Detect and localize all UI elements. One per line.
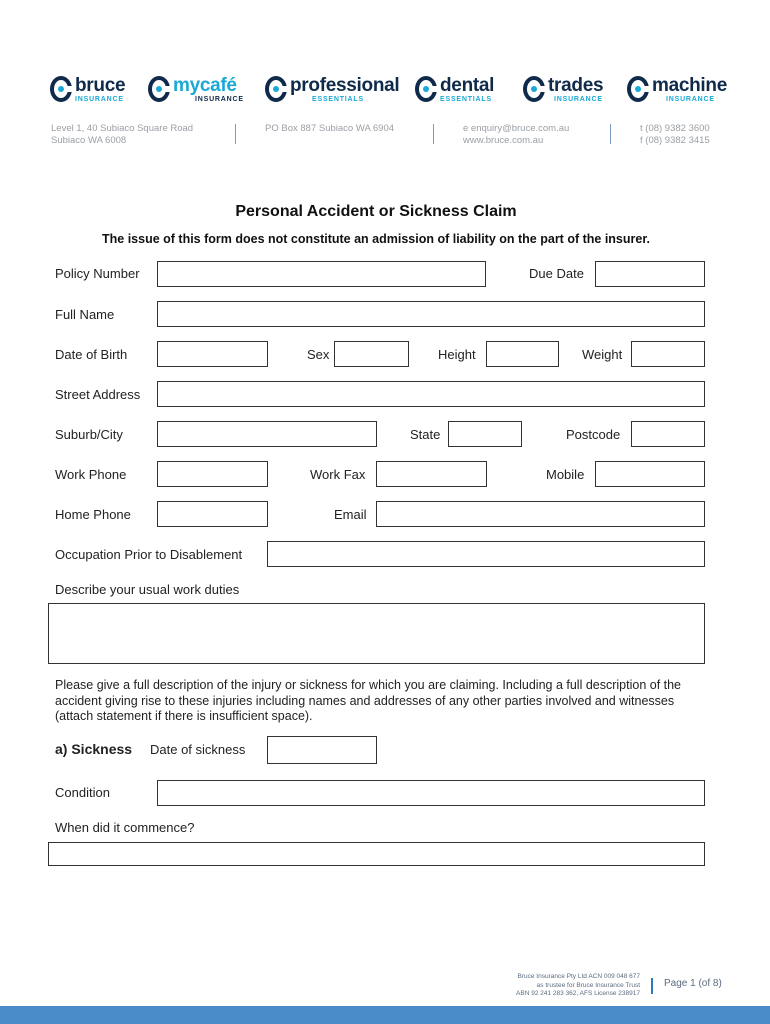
mycafe-logo-icon	[148, 76, 170, 102]
date-of-sickness-label: Date of sickness	[150, 742, 246, 757]
professional-logo-icon	[265, 76, 287, 102]
address-line-2: Subiaco WA 6008	[51, 135, 127, 146]
weight-field[interactable]	[631, 341, 705, 367]
commence-field[interactable]	[48, 842, 705, 866]
occupation-field[interactable]	[267, 541, 705, 567]
brand-name: bruce	[75, 74, 126, 96]
brand-sub: INSURANCE	[554, 95, 603, 103]
injury-description-instructions: Please give a full description of the injury or sickness for which you are claiming. Including a full description of the accident giving rise to these injuries including names and addresses of any other parties involved and witnesses (attach statement if there is insufficient space).	[55, 678, 682, 723]
logo-machine	[627, 72, 727, 106]
dob-label: Date of Birth	[55, 347, 128, 362]
brand-name: dental	[440, 74, 495, 96]
brand-sub: INSURANCE	[666, 95, 715, 103]
company-details	[470, 973, 640, 999]
work-fax-field[interactable]	[376, 461, 487, 487]
brand-sub: INSURANCE	[75, 95, 124, 103]
sex-field[interactable]	[334, 341, 409, 367]
contact-po-box: PO Box 887 Subiaco WA 6904	[265, 123, 395, 134]
state-label: State	[410, 427, 441, 442]
logo-professional	[265, 72, 399, 106]
contact-fax: f (08) 9382 3415	[640, 135, 710, 146]
policy-number-field[interactable]	[157, 261, 486, 287]
bruce-logo-icon	[50, 76, 72, 102]
company-line-3: ABN 92 241 283 362, AFS License 238917	[516, 990, 640, 997]
height-label: Height	[438, 347, 476, 362]
occupation-label: Occupation Prior to Disablement	[55, 547, 243, 562]
contact-web[interactable]: www.bruce.com.au	[463, 135, 544, 146]
contact-divider	[610, 124, 611, 144]
mobile-field[interactable]	[595, 461, 705, 487]
work-phone-field[interactable]	[157, 461, 268, 487]
machine-logo-icon	[627, 76, 649, 102]
footer-divider	[651, 978, 653, 994]
contact-divider	[433, 124, 434, 144]
liability-notice: The issue of this form does not constitute an admission of liability on the part of the insurer.	[102, 232, 650, 246]
suburb-field[interactable]	[157, 421, 377, 447]
street-address-field[interactable]	[157, 381, 705, 407]
work-duties-field[interactable]	[48, 603, 705, 664]
full-name-label: Full Name	[55, 307, 115, 322]
contact-phone: t (08) 9382 3600	[640, 123, 710, 134]
contact-divider	[235, 124, 236, 144]
work-phone-label: Work Phone	[55, 467, 127, 482]
dob-field[interactable]	[157, 341, 268, 367]
weight-label: Weight	[582, 347, 623, 362]
brand-sub: ESSENTIALS	[312, 95, 364, 103]
height-field[interactable]	[486, 341, 559, 367]
commence-label: When did it commence?	[55, 820, 195, 835]
logo-bruce	[50, 72, 125, 106]
page-number: Page 1 (of 8)	[664, 978, 722, 989]
brand-sub: INSURANCE	[195, 95, 244, 103]
form-title: Personal Accident or Sickness Claim	[235, 203, 517, 220]
bottom-bar	[0, 1006, 770, 1024]
policy-number-label: Policy Number	[55, 266, 140, 281]
trades-logo-icon	[523, 76, 545, 102]
logo-trades	[523, 72, 603, 106]
mobile-label: Mobile	[546, 467, 585, 482]
due-date-label: Due Date	[529, 266, 584, 281]
logo-mycafe	[148, 72, 244, 106]
brand-name-2: café	[199, 74, 237, 96]
dental-logo-icon	[415, 76, 437, 102]
work-fax-label: Work Fax	[310, 467, 366, 482]
full-name-field[interactable]	[157, 301, 705, 327]
contact-address	[51, 123, 193, 147]
logo-dental	[415, 72, 494, 106]
home-phone-label: Home Phone	[55, 507, 131, 522]
suburb-label: Suburb/City	[55, 427, 123, 442]
contact-email[interactable]: e enquiry@bruce.com.au	[463, 123, 570, 134]
contact-phones	[640, 123, 710, 147]
work-duties-label: Describe your usual work duties	[55, 582, 240, 597]
condition-label: Condition	[55, 785, 110, 800]
due-date-field[interactable]	[595, 261, 705, 287]
postcode-label: Postcode	[566, 427, 621, 442]
company-line-1: Bruce Insurance Pty Ltd ACN 009 048 677	[517, 973, 640, 980]
sex-label: Sex	[307, 347, 330, 362]
condition-field[interactable]	[157, 780, 705, 806]
company-line-2: as trustee for Bruce Insurance Trust	[536, 981, 640, 989]
home-phone-field[interactable]	[157, 501, 268, 527]
address-line-1: Level 1, 40 Subiaco Square Road	[51, 123, 194, 134]
brand-name: machine	[652, 74, 727, 96]
email-field[interactable]	[376, 501, 705, 527]
street-address-label: Street Address	[55, 387, 141, 402]
state-field[interactable]	[448, 421, 522, 447]
date-of-sickness-field[interactable]	[267, 736, 377, 764]
postcode-field[interactable]	[631, 421, 705, 447]
sickness-heading: a) Sickness	[55, 741, 133, 757]
brand-name: professional	[290, 74, 400, 96]
brand-name: trades	[548, 74, 604, 96]
email-label: Email	[334, 507, 367, 522]
contact-online	[463, 123, 569, 147]
brand-name: my	[173, 74, 200, 96]
brand-sub: ESSENTIALS	[440, 95, 492, 103]
